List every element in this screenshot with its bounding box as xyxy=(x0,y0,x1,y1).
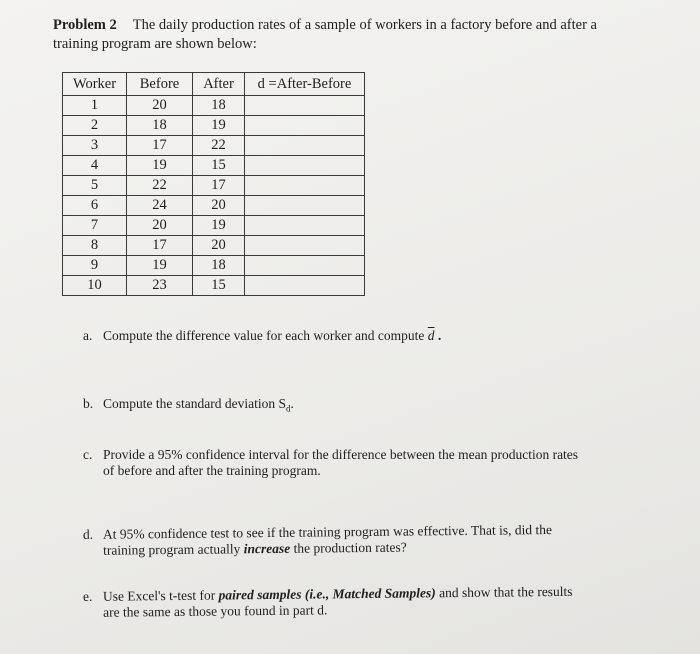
question-a-text: Compute the difference value for each worker and compute xyxy=(103,328,425,343)
table-row xyxy=(63,196,365,216)
table-row xyxy=(63,256,365,276)
question-b xyxy=(83,396,643,417)
problem-label: Problem 2 xyxy=(53,17,117,33)
difference-cell[interactable] xyxy=(245,196,365,216)
difference-cell[interactable] xyxy=(245,236,365,256)
difference-cell[interactable] xyxy=(245,116,365,136)
question-e-label: e. xyxy=(82,588,93,604)
question-b-label: b. xyxy=(83,396,94,411)
sd-subscript: d xyxy=(285,403,291,414)
question-b-text: Compute the standard deviation S xyxy=(103,396,286,411)
question-a-end: . xyxy=(434,328,442,343)
before-cell: 17 xyxy=(127,136,193,156)
difference-cell[interactable] xyxy=(245,96,365,116)
worker-cell: 5 xyxy=(63,176,127,196)
question-c-line1: Provide a 95% confidence interval for the difference between the mean production rates xyxy=(103,447,579,462)
before-cell: 23 xyxy=(127,276,193,296)
before-cell: 18 xyxy=(127,116,193,136)
d-bar-symbol: $\overline{d}$ xyxy=(427,328,435,343)
worker-cell: 9 xyxy=(63,256,127,276)
table-row xyxy=(63,276,365,296)
table-row xyxy=(63,116,365,136)
table-row xyxy=(63,216,365,236)
header-difference: d =After-Before xyxy=(245,73,365,96)
production-table xyxy=(62,72,365,296)
table-header-row xyxy=(63,73,365,96)
after-cell: 19 xyxy=(193,116,245,136)
worker-cell: 4 xyxy=(63,156,127,176)
worker-cell: 1 xyxy=(63,96,127,116)
before-cell: 20 xyxy=(127,96,193,116)
question-e-line1-pre: Use Excel's t-test for xyxy=(102,587,219,604)
problem-intro-line1: The daily production rates of a sample of workers in a factory before and after a xyxy=(132,17,597,33)
question-d-label: d. xyxy=(82,526,94,542)
after-cell: 19 xyxy=(193,216,245,236)
table-row xyxy=(63,136,365,156)
difference-cell[interactable] xyxy=(245,276,365,296)
table-row xyxy=(63,156,365,176)
after-cell: 20 xyxy=(193,196,245,216)
worker-cell: 10 xyxy=(63,276,127,296)
after-cell: 15 xyxy=(193,276,245,296)
problem-intro-line2: training program are shown below: xyxy=(53,36,257,52)
table-row xyxy=(63,176,365,196)
question-d-emphasis: increase xyxy=(243,540,291,557)
before-cell: 20 xyxy=(127,216,193,236)
question-e xyxy=(83,583,643,621)
table-body xyxy=(63,96,365,296)
difference-cell[interactable] xyxy=(245,216,365,236)
after-cell: 22 xyxy=(193,136,245,156)
question-c-label: c. xyxy=(83,447,93,462)
before-cell: 19 xyxy=(127,256,193,276)
after-cell: 17 xyxy=(193,176,245,196)
difference-cell[interactable] xyxy=(245,156,365,176)
before-cell: 17 xyxy=(127,236,193,256)
table-row xyxy=(63,236,365,256)
question-c-line2: of before and after the training program. xyxy=(103,463,321,478)
after-cell: 18 xyxy=(193,256,245,276)
worker-cell: 2 xyxy=(63,116,127,136)
worker-cell: 3 xyxy=(63,136,127,156)
question-a xyxy=(83,328,643,344)
difference-cell[interactable] xyxy=(245,176,365,196)
after-cell: 18 xyxy=(193,96,245,116)
before-cell: 22 xyxy=(127,176,193,196)
question-e-line1-post: and show that the results xyxy=(435,583,573,601)
difference-cell[interactable] xyxy=(245,136,365,156)
worker-cell: 8 xyxy=(63,236,127,256)
difference-cell[interactable] xyxy=(245,256,365,276)
table-row xyxy=(63,96,365,116)
question-e-emphasis: paired samples (i.e., Matched Samples) xyxy=(218,585,436,603)
worker-cell: 6 xyxy=(63,196,127,216)
before-cell: 19 xyxy=(127,156,193,176)
worker-cell: 7 xyxy=(63,216,127,236)
header-after: After xyxy=(193,73,245,96)
question-d-line1: At 95% confidence test to see if the training program was effective. That is, did the xyxy=(102,522,552,542)
header-worker: Worker xyxy=(63,73,127,96)
question-d xyxy=(83,521,643,559)
question-b-end: . xyxy=(290,396,294,411)
after-cell: 15 xyxy=(193,156,245,176)
question-d-line2-pre: training program actually xyxy=(103,541,244,558)
before-cell: 24 xyxy=(127,196,193,216)
question-a-label: a. xyxy=(83,328,93,343)
after-cell: 20 xyxy=(193,236,245,256)
question-c xyxy=(83,447,643,479)
problem-header xyxy=(53,16,653,54)
question-d-line2-post: the production rates? xyxy=(290,539,407,556)
question-e-line2: are the same as those you found in part d. xyxy=(103,602,328,620)
header-before: Before xyxy=(127,73,193,96)
